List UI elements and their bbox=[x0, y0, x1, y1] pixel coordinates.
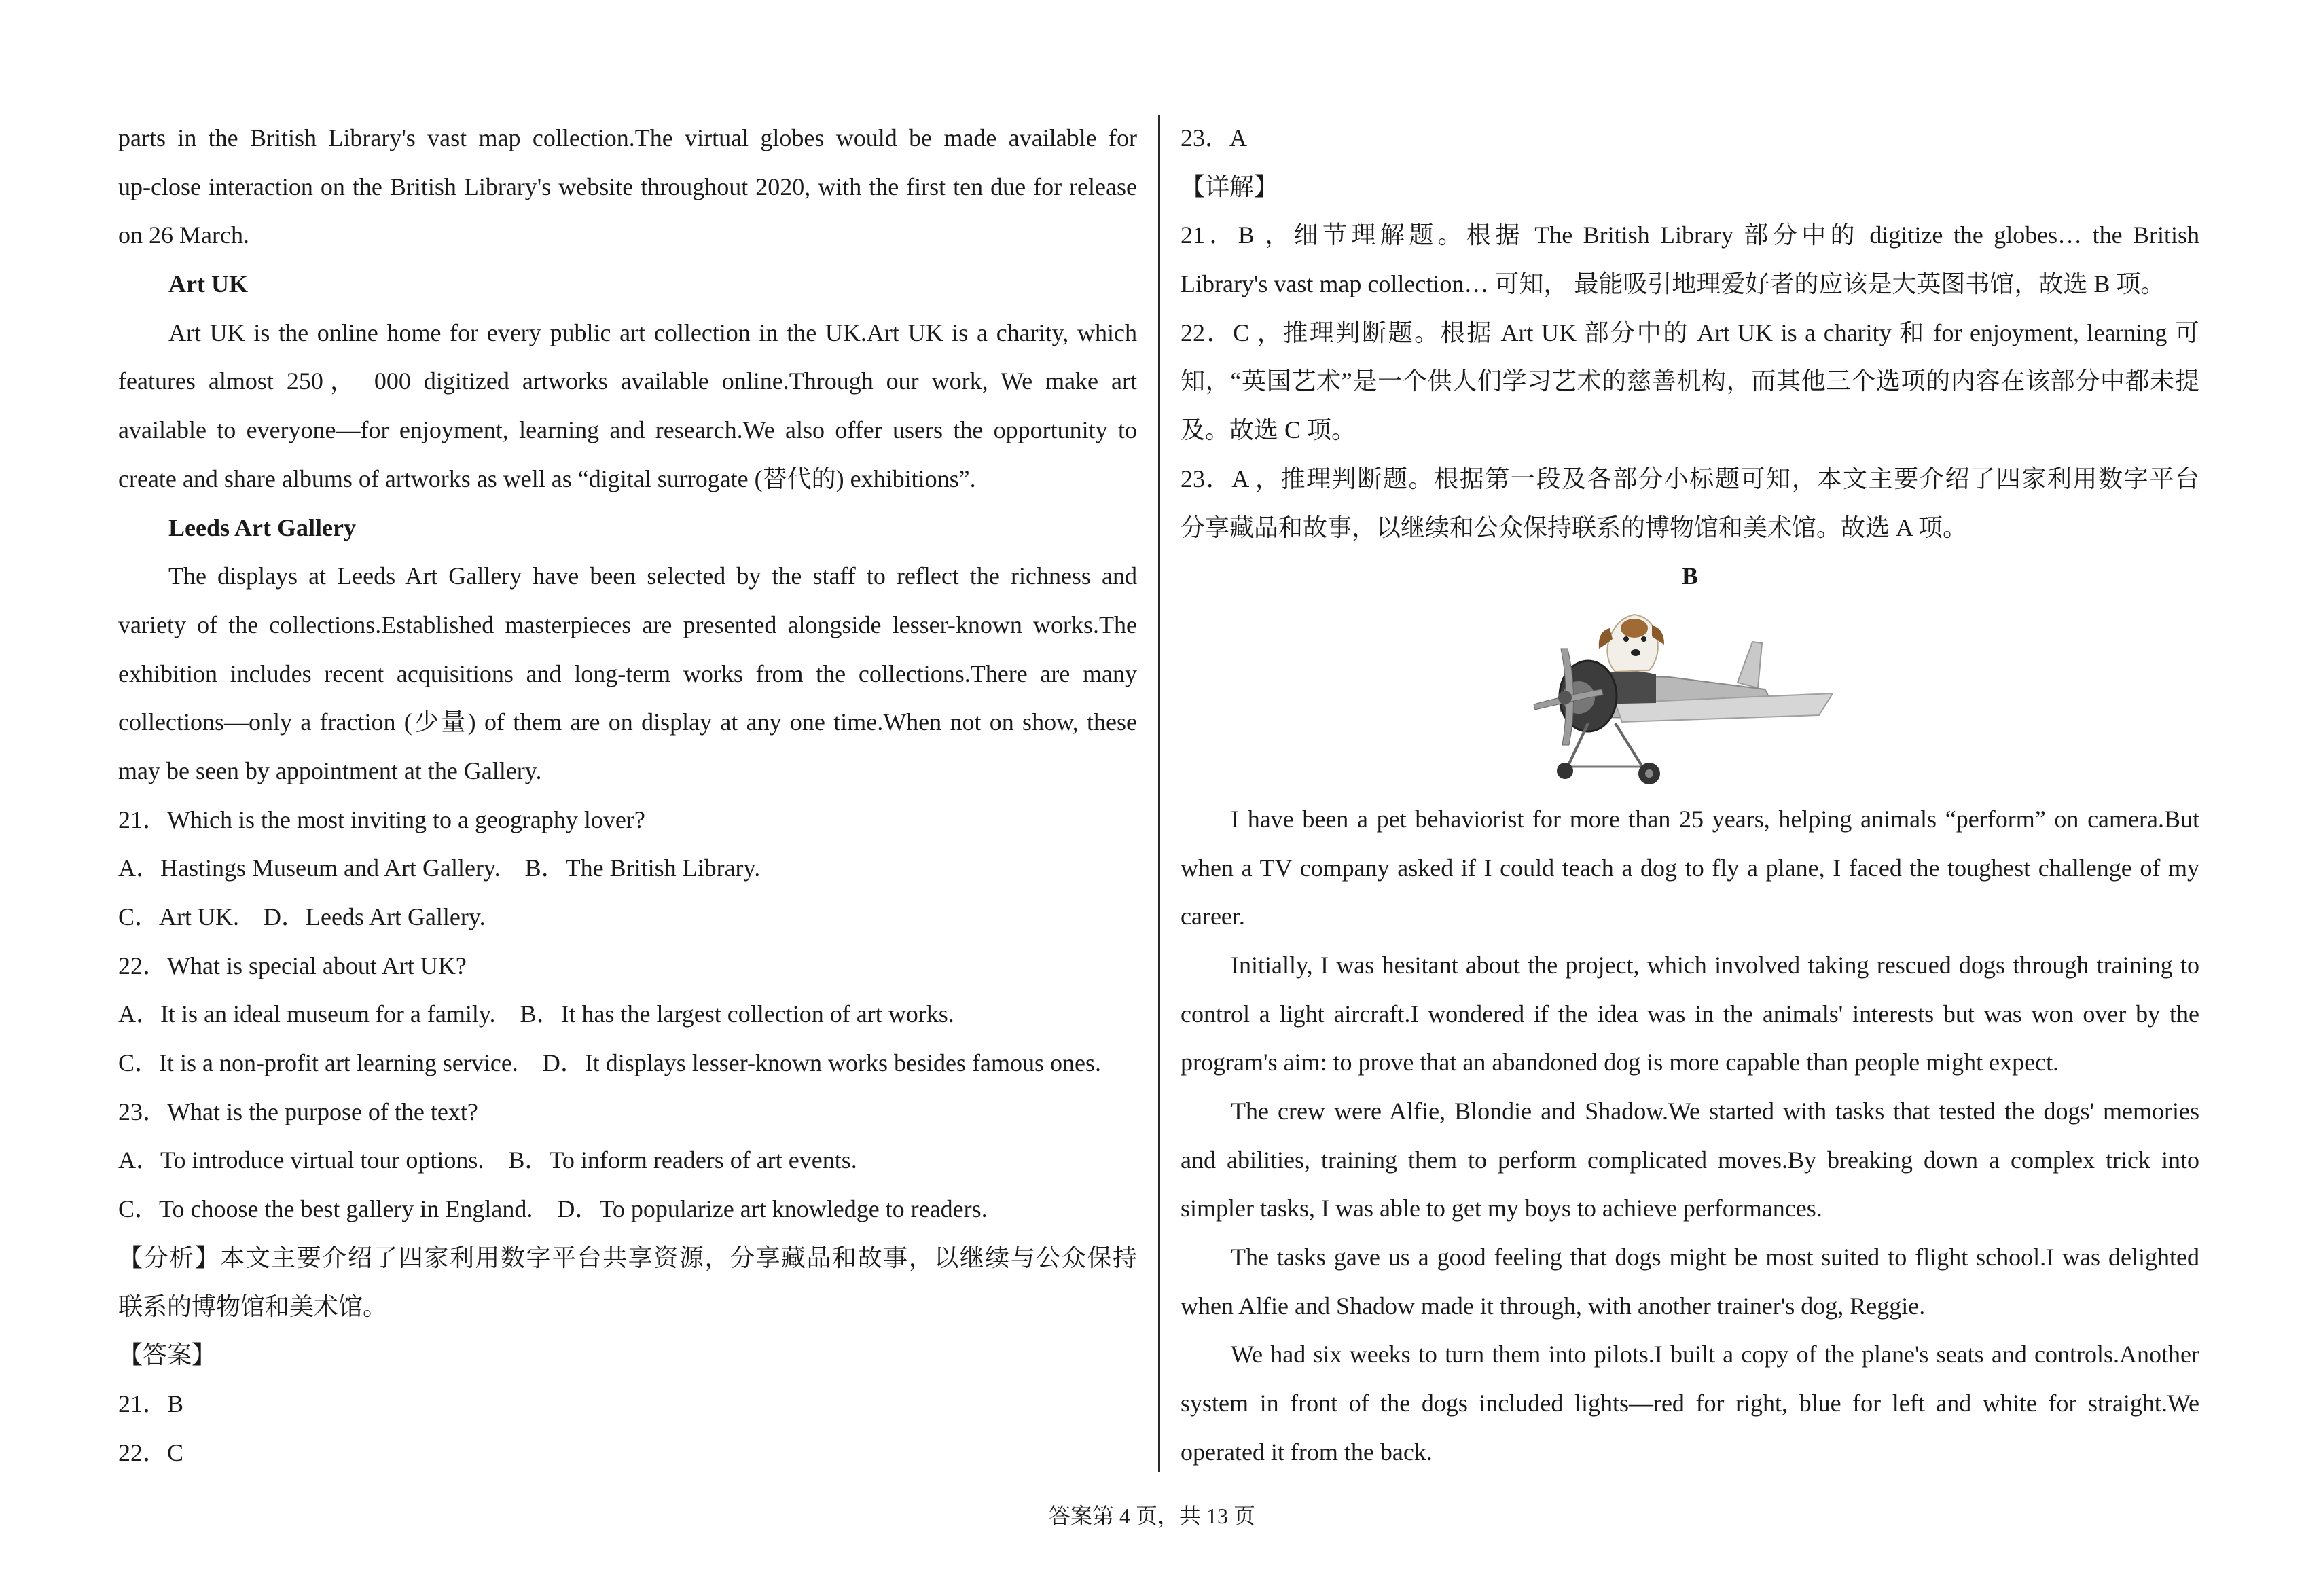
text-line: variety of the collections.Established masterpieces are presented alongside lesser-known works.The bbox=[118, 611, 1137, 638]
story-line: and abilities, training them to perform complicated moves.By breaking down a complex trick into bbox=[1181, 1146, 2199, 1174]
story-line: when Alfie and Shadow made it through, with another trainer's dog, Reggie. bbox=[1181, 1292, 1926, 1320]
explanation-line: Library's vast map collection… 可知， 最能吸引地理爱好者的应该是大英图书馆，故选 B 项。 bbox=[1181, 270, 2165, 298]
question-options: A．Hastings Museum and Art Gallery. B．The British Library. bbox=[118, 854, 761, 882]
story-line: operated it from the back. bbox=[1181, 1438, 1433, 1466]
text-line: up-close interaction on the British Library's website throughout 2020, with the first ten due for release bbox=[118, 173, 1137, 200]
explanation-line: 22．C ，推理判断题。根据 Art UK 部分中的 Art UK is a charity 和 for enjoyment, learning 可 bbox=[1181, 319, 2199, 346]
analysis-line: 联系的博物馆和美术馆。 bbox=[118, 1292, 388, 1320]
story-line: The tasks gave us a good feeling that dogs might be most suited to flight school.I was delighted bbox=[1231, 1244, 2199, 1271]
text-line: parts in the British Library's vast map collection.The virtual globes would be made available for bbox=[118, 124, 1137, 151]
explanation-line: 23．A ，推理判断题。根据第一段及各部分小标题可知，本文主要介绍了四家利用数字平台 bbox=[1181, 465, 2199, 492]
question-options: C．To choose the best gallery in England. D．To popularize art knowledge to readers. bbox=[118, 1195, 988, 1223]
story-line: simpler tasks, I was able to get my boys to achieve performances. bbox=[1181, 1195, 1822, 1222]
section-heading-leeds-art-gallery: Leeds Art Gallery bbox=[168, 513, 356, 541]
explanation-line: 及。故选 C 项。 bbox=[1181, 416, 1356, 444]
dog-airplane-illustration bbox=[1181, 601, 2199, 795]
story-line: The crew were Alfie, Blondie and Shadow.We started with tasks that tested the dogs' memories bbox=[1231, 1098, 2199, 1125]
story-line: when a TV company asked if I could teach a dog to fly a plane, I faced the toughest challenge of my bbox=[1181, 854, 2199, 882]
question-21: 21．Which is the most inviting to a geography lover? bbox=[118, 805, 645, 833]
story-line: We had six weeks to turn them into pilots.I built a copy of the plane's seats and controls.Another bbox=[1231, 1341, 2199, 1368]
explanation-line: 分享藏品和故事，以继续和公众保持联系的博物馆和美术馆。故选 A 项。 bbox=[1181, 513, 1968, 541]
answer-line: 23．A bbox=[1181, 124, 1247, 151]
question-options: C．Art UK. D．Leeds Art Gallery. bbox=[118, 903, 486, 930]
question-options: C．It is a non-profit art learning service. D．It displays lesser-known works besides famous ones. bbox=[118, 1049, 1101, 1077]
section-label-b: B bbox=[1681, 562, 1698, 590]
question-22: 22．What is special about Art UK? bbox=[118, 951, 467, 979]
text-line: features almost 250， 000 digitized artworks available online.Through our work, We make art bbox=[118, 367, 1137, 395]
story-line: I have been a pet behaviorist for more than 25 years, helping animals “perform” on camera.But bbox=[1231, 805, 2199, 833]
answer-heading: 【答案】 bbox=[118, 1341, 217, 1369]
text-line: create and share albums of artworks as well as “digital surrogate (替代的) exhibitions”. bbox=[118, 465, 976, 492]
text-line: collections—only a fraction (少量) of them are on display at any one time.When not on show, these bbox=[118, 708, 1137, 736]
story-line: Initially, I was hesitant about the project, which involved taking rescued dogs through training to bbox=[1231, 951, 2199, 979]
dog-airplane-icon bbox=[1181, 601, 2199, 795]
text-line: may be seen by appointment at the Gallery. bbox=[118, 757, 542, 784]
answer-line: 21．B bbox=[118, 1390, 184, 1417]
question-options: A．To introduce virtual tour options. B．To inform readers of art events. bbox=[118, 1146, 857, 1174]
page-footer: 答案第 4 页，共 13 页 bbox=[1048, 1504, 1255, 1528]
analysis-line: 【分析】本文主要介绍了四家利用数字平台共享资源，分享藏品和故事，以继续与公众保持 bbox=[118, 1244, 1137, 1271]
story-line: program's aim: to prove that an abandoned dog is more capable than people might expect. bbox=[1181, 1049, 2059, 1076]
explanation-line: 知，“英国艺术”是一个供人们学习艺术的慈善机构，而其他三个选项的内容在该部分中都未提 bbox=[1181, 367, 2199, 395]
answer-line: 22．C bbox=[118, 1438, 184, 1466]
explanation-line: 21．B ，细节理解题。根据 The British Library 部分中的 digitize the globes… the British bbox=[1181, 221, 2199, 249]
story-line: system in front of the dogs included lights—red for right, blue for left and white for straight.We bbox=[1181, 1390, 2199, 1417]
section-heading-art-uk: Art UK bbox=[168, 270, 248, 298]
text-line: available to everyone—for enjoyment, learning and research.We also offer users the opportunity to bbox=[118, 416, 1137, 444]
question-23: 23．What is the purpose of the text? bbox=[118, 1098, 478, 1125]
column-divider bbox=[1158, 115, 1160, 1472]
text-line: Art UK is the online home for every public art collection in the UK.Art UK is a charity, which bbox=[168, 319, 1137, 346]
right-column bbox=[1181, 114, 2199, 1477]
text-line: The displays at Leeds Art Gallery have been selected by the staff to reflect the richness and bbox=[168, 562, 1137, 590]
text-line: exhibition includes recent acquisitions and long-term works from the collections.There are many bbox=[118, 659, 1137, 687]
question-options: A．It is an ideal museum for a family. B．It has the largest collection of art works. bbox=[118, 1000, 954, 1028]
left-column bbox=[118, 114, 1137, 1477]
story-line: control a light aircraft.I wondered if the idea was in the animals' interests but was won over by the bbox=[1181, 1000, 2199, 1028]
explanation-heading: 【详解】 bbox=[1181, 173, 1279, 200]
text-line: on 26 March. bbox=[118, 221, 249, 249]
story-line: career. bbox=[1181, 903, 1245, 930]
